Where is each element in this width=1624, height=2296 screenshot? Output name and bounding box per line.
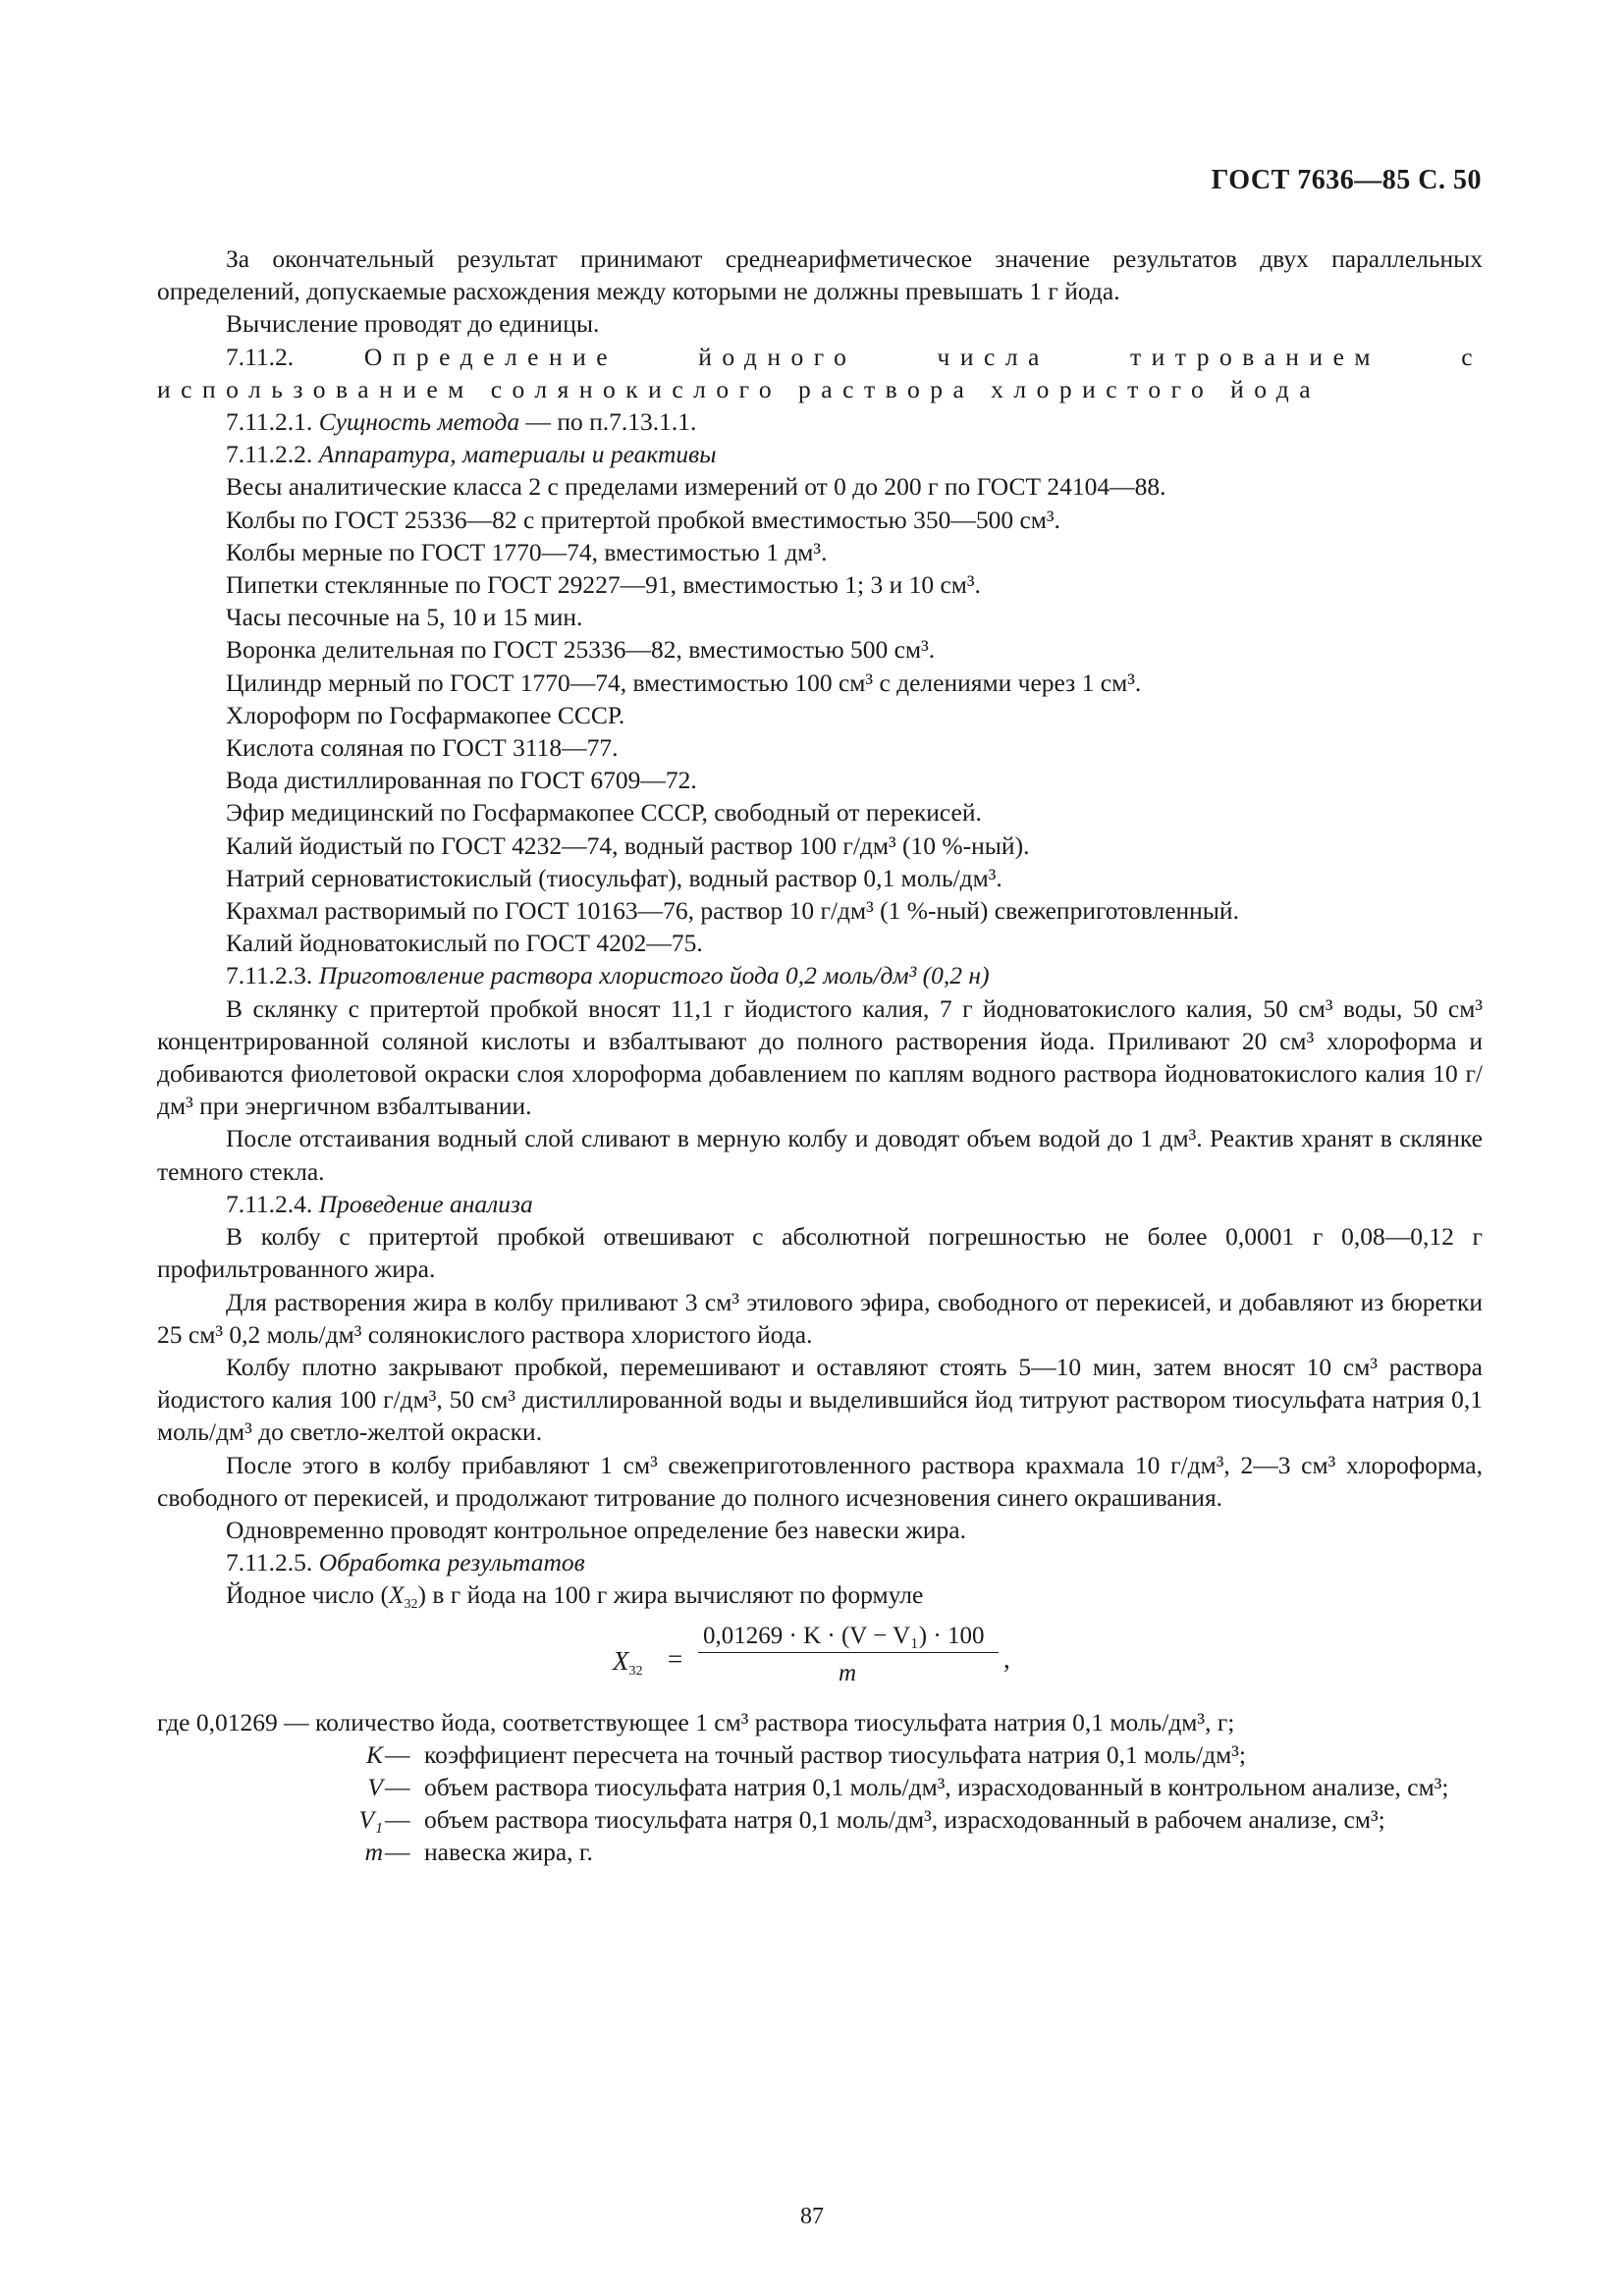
fraction-bar — [698, 1652, 999, 1653]
section-title: Приготовление раствора хлористого йода 0,2 моль/дм³ (0,2 н) — [318, 961, 990, 990]
section-7-11-2-3 — [157, 959, 1483, 991]
variable-description: навеска жира, г. — [424, 1838, 593, 1867]
variable-symbol: V₁ — [358, 1805, 383, 1835]
variable-symbol: K — [365, 1739, 383, 1769]
paragraph-calculation: Вычисление проводят до единицы. — [226, 309, 600, 339]
variable-row: m — навеска жира, г. — [157, 1836, 1483, 1868]
equipment-item: Часы песочные на 5, 10 и 15 мин. — [226, 603, 583, 632]
equipment-item: Весы аналитические класса 2 с пределами измерений от 0 до 200 г по ГОСТ 24104—88. — [226, 472, 1166, 502]
section-number: 7.11.2. — [226, 342, 295, 371]
page-number: 87 — [800, 2204, 824, 2229]
equipment-item: Колбы по ГОСТ 25336—82 с притертой пробкой вместимостью 350—500 см³. — [226, 505, 1060, 534]
section-number: 7.11.2.4. — [226, 1189, 313, 1218]
section-number: 7.11.2.3. — [226, 961, 313, 990]
equipment-item: Калий йодноватокислый по ГОСТ 4202—75. — [226, 929, 703, 958]
equipment-item: Калий йодистый по ГОСТ 4232—74, водный раствор 100 г/дм³ (10 %-ный). — [226, 830, 1030, 860]
paragraph-control: Одновременно проводят контрольное определение без навески жира. — [226, 1515, 966, 1544]
iodine-number-formula — [157, 1612, 1483, 1706]
document-body — [157, 242, 1483, 1869]
equipment-item: Кислота соляная по ГОСТ 3118—77. — [226, 733, 619, 763]
equipment-item: Хлороформ по Госфармакопее СССР. — [226, 700, 625, 729]
variable-description: объем раствора тиосульфата натрия 0,1 моль/дм³, израсходованный в контрольном анализе, см³; — [424, 1772, 1449, 1801]
paragraph-dissolving: Для растворения жира в колбу приливают 3 см³ этилового эфира, свободного от перекисей, и добавляют из бюретки 25 см³ 0,2 моль/дм³ солянокислого раствора хлористого йода. — [157, 1287, 1483, 1349]
variable-description: коэффициент пересчета на точный раствор тиосульфата натрия 0,1 моль/дм³; — [424, 1739, 1246, 1769]
section-7-11-2-2 — [157, 438, 1483, 470]
section-title: Аппаратура, материалы и реактивы — [318, 440, 717, 469]
equipment-item: Натрий серноватистокислый (тиосульфат), водный раствор 0,1 моль/дм³. — [226, 863, 1002, 892]
equipment-item: Эфир медицинский по Госфармакопее СССР, свободный от перекисей. — [226, 798, 982, 828]
section-text: — по п.7.13.1.1. — [525, 407, 697, 437]
paragraph-preparation: В склянку с притертой пробкой вносят 11,1 г йодистого калия, 7 г йодноватокислого калия, 50 см³ воды, 50 см³ концентрированной соляной кислоты и взбалтывают до полного растворения йода. Приливают 20 см³ хлороформа и добиваются фиолетовой окраски слоя хлороформа добавлением по каплям водного раствора йодноватокислого калия 10 г/дм³ при энергичном взбалтывании. — [157, 993, 1483, 1121]
paragraph-settling: После отстаивания водный слой сливают в мерную колбу и доводят объем водой до 1 дм³. Реактив хранят в склянке темного стекла. — [157, 1124, 1483, 1186]
paragraph-formula-intro: Йодное число $(X_{32})$ в г йода на 100 г жира вычисляют по формуле — [226, 1580, 924, 1613]
formula-comma: , — [1003, 1643, 1010, 1674]
section-number: 7.11.2.5. — [226, 1548, 313, 1577]
variable-row: V — объем раствора тиосульфата натрия 0,1 моль/дм³, израсходованный в контрольном анализе, см³; — [157, 1771, 1483, 1803]
section-7-11-2-1 — [157, 405, 1483, 438]
equipment-item: Цилиндр мерный по ГОСТ 1770—74, вместимостью 100 см³ с делениями через 1 см³. — [226, 667, 1142, 697]
paragraph-starch: После этого в колбу прибавляют 1 см³ свежеприготовленного раствора крахмала 10 г/дм³, 2—3 см³ хлороформа, свободного от перекисей, и продолжают титрование до полного исчезновения синего окрашивания. — [157, 1450, 1483, 1512]
where-lead: где 0,01269 — количество йода, соответствующее 1 см³ раствора тиосульфата натрия 0,1 моль/дм³, г; — [157, 1707, 1235, 1736]
equipment-item: Колбы мерные по ГОСТ 1770—74, вместимостью 1 дм³. — [226, 537, 828, 566]
section-7-11-2-5 — [157, 1546, 1483, 1578]
variable-symbol: V — [367, 1772, 383, 1801]
variable-description: объем раствора тиосульфата натря 0,1 моль/дм³, израсходованный в рабочем анализе, см³; — [424, 1805, 1385, 1835]
paragraph-final-result: За окончательный результат принимают среднеарифметическое значение результатов двух параллельных определений, допускаемые расхождения между которыми не должны превышать 1 г йода. — [157, 244, 1483, 306]
page-header: ГОСТ 7636—85 С. 50 — [1211, 165, 1482, 195]
formula-equals: = — [668, 1643, 683, 1674]
section-title: Обработка результатов — [318, 1548, 585, 1577]
variable-row: K — коэффициент пересчета на точный раствор тиосульфата натрия 0,1 моль/дм³; — [157, 1738, 1483, 1771]
section-title: Определение йодного числа титрованием с использованием солянокислого раствора хлористого йода — [157, 342, 1484, 403]
equipment-item: Воронка делительная по ГОСТ 25336—82, вместимостью 500 см³. — [226, 635, 936, 665]
paragraph-weighing: В колбу с притертой пробкой отвешивают с абсолютной погрешностью не более 0,0001 г 0,08—0,12 г профильтрованного жира. — [157, 1222, 1483, 1284]
equipment-item: Крахмал растворимый по ГОСТ 10163—76, раствор 10 г/дм³ (1 %-ный) свежеприготовленный. — [226, 896, 1239, 926]
section-number: 7.11.2.2. — [226, 440, 313, 469]
section-7-11-2-4 — [157, 1188, 1483, 1220]
paragraph-titration: Колбу плотно закрывают пробкой, перемешивают и оставляют стоять 5—10 мин, затем вносят 10 см³ раствора йодистого калия 100 г/дм³, 50 см³ дистиллированной воды и выделившийся йод титруют раствором тиосульфата натрия 0,1 моль/дм³ до светло-желтой окраски. — [157, 1352, 1483, 1447]
formula-lhs: $X_{32}$ — [613, 1645, 643, 1679]
section-title: Сущность метода — [318, 407, 520, 437]
variable-definitions — [157, 1706, 1483, 1869]
formula-denominator: m — [839, 1659, 857, 1686]
section-title: Проведение анализа — [318, 1189, 533, 1218]
equipment-item: Пипетки стеклянные по ГОСТ 29227—91, вместимостью 1; 3 и 10 см³. — [226, 570, 981, 600]
section-7-11-2-heading — [157, 341, 1483, 405]
variable-row: V₁ — объем раствора тиосульфата натря 0,1 моль/дм³, израсходованный в рабочем анализе, см³; — [157, 1803, 1483, 1836]
variable-symbol: m — [364, 1838, 383, 1867]
equipment-item: Вода дистиллированная по ГОСТ 6709—72. — [226, 766, 697, 795]
formula-numerator: 0,01269 · K · (V − V₁) · 100 — [703, 1622, 985, 1649]
section-number: 7.11.2.1. — [226, 407, 313, 437]
